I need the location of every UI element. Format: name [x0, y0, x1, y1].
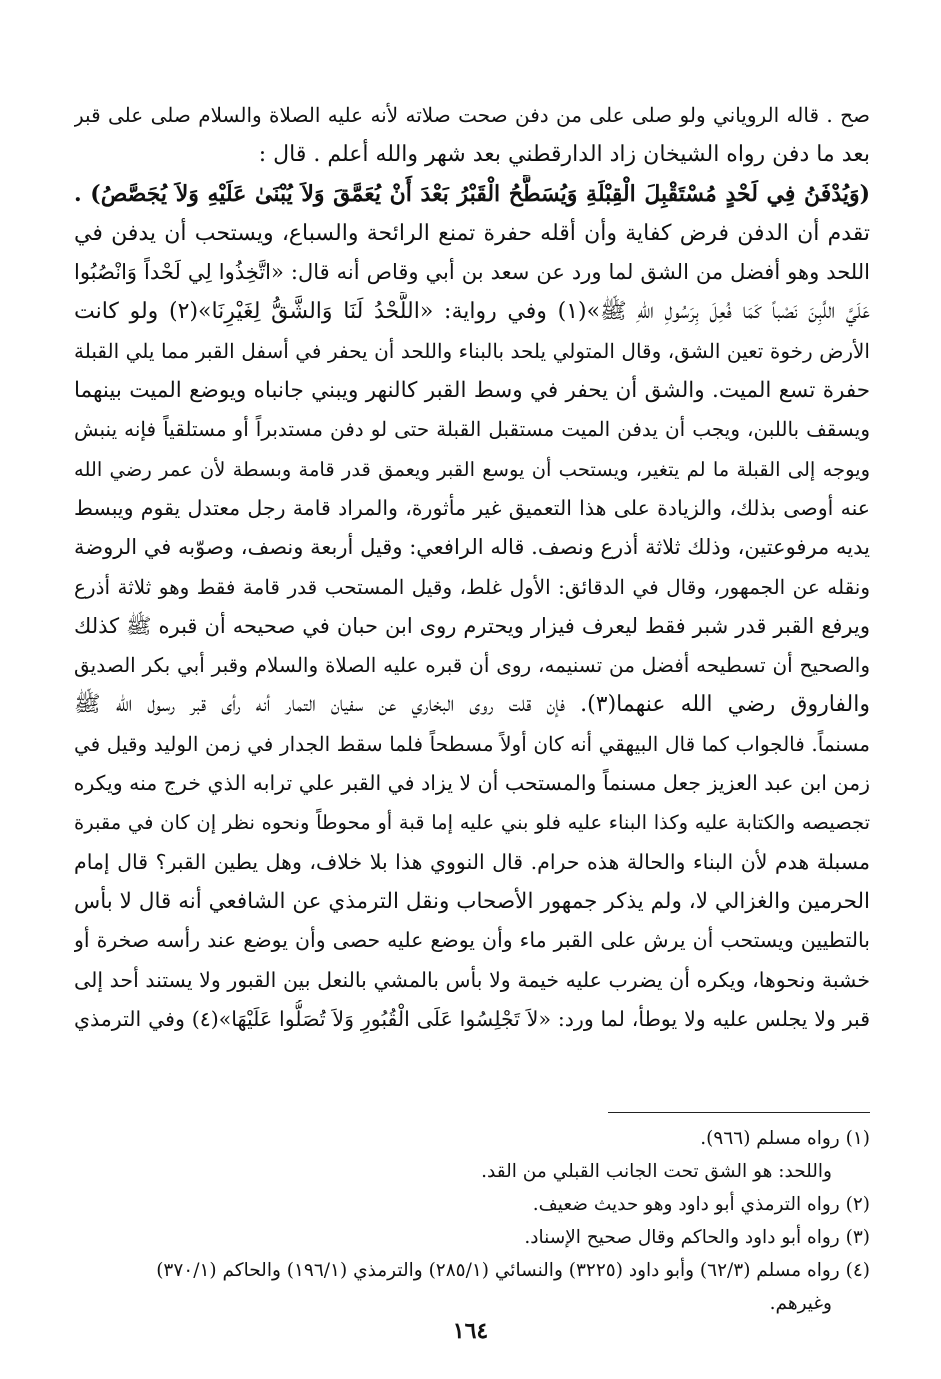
text-line: زمن ابن عبد العزيز جعل مسنماً والمستحب أن لا يزاد في القبر علي ترابه الذي خرج منه ويكره	[74, 771, 870, 796]
text-line: تقدم أن الدفن فرض كفاية وأن أقله حفرة تمنع الرائحة والسباع، ويستحب أن يدفن في	[74, 220, 870, 246]
text-line: والصحيح أن تسطيحه أفضل من تسنيمه، روى أن قبره عليه الصلاة والسلام وقبر أبي بكر الصديق	[74, 653, 870, 678]
text-line: خشبة ونحوها، ويكره أن يضرب عليه خيمة ولا بأس بالمشي بالنعل بين القبور ولا يستند أحد إلى	[74, 967, 870, 992]
text-line: والفاروق رضي الله عنهما(٣). فإن قلت روى البخاري عن سفيان التمار أنه رأى قبر رسول الله ﷺ	[74, 692, 870, 718]
footnote: (١) رواه مسلم (٩٦٦).	[700, 1128, 870, 1149]
text-line: ويسقف باللبن، ويجب أن يدفن الميت مستقبل القبلة حتى لو دفن مستدبراً أو مستلقياً فإنه ينبش	[74, 417, 870, 442]
text-line: بالتطيين ويستحب أن يرش على القبر ماء وأن يوضع عليه حصى وأن يوضع عند رأسه صخرة أو	[74, 928, 870, 953]
page-number: ١٦٤	[452, 1318, 489, 1344]
text-line: الحرمين والغزالي لا، ولم يذكر جمهور الأصحاب ونقل الترمذي عن الشافعي أنه قال لا بأس	[74, 888, 870, 914]
text-line: ويرفع القبر قدر شبر فقط ليعرف فيزار ويحترم روى ابن حبان في صحيحه أن قبره ﷺ كذلك	[74, 613, 870, 638]
footnote: (٣) رواه أبو داود والحاكم وقال صحيح الإسناد.	[524, 1227, 870, 1248]
text-line: عَلَيَّ اللَّبِنَ نَصْباً كَمَا فُعِلَ بِرَسُولِ اللهِ ﷺ»(١) وفي رواية: «اللَّحْدُ لَنَا وَالشَّقُّ لِغَيْرِنَا»(٢) ولو كانت	[74, 299, 870, 325]
text-line: تجصيصه والكتابة عليه وكذا البناء عليه فلو بني عليه إما قبة أو محوطاً ونحوه نظر إن كان في مقبرة	[74, 811, 870, 835]
main-text	[74, 96, 870, 1039]
text-line: صح . قاله الروياني ولو صلى على من دفن صحت صلاته لأنه عليه الصلاة والسلام صلى على قبر	[74, 103, 870, 127]
text-line: ويوجه إلى القبلة ما لم يتغير، ويستحب أن يوسع القبر ويعمق قدر قامة وبسطة لأن عمر رضي الله	[74, 457, 870, 481]
text-line: اللحد وهو أفضل من الشق لما ورد عن سعد بن أبي وقاص أنه قال: «اتَّخِذُوا لِي لَحْداً وَانْصُبُوا	[74, 260, 870, 285]
text-line: قبر ولا يجلس عليه ولا يوطأ، لما ورد: «لاَ تَجْلِسُوا عَلَى الْقُبُورِ وَلاَ تُصَلُّوا عَلَيْهَا»(٤) وفي الترمذي	[74, 1006, 870, 1031]
text-line: عنه أوصى بذلك، والزيادة على هذا التعميق غير مأثورة، والمراد قامة رجل معتدل يقوم ويبسط	[74, 495, 870, 520]
footnote: (٤) رواه مسلم (٦٢/٣) وأبو داود (٣٢٢٥) والنسائي (٢٨٥/١) والترمذي (١٩٦/١) والحاكم (٣٧٠/١)	[156, 1260, 870, 1281]
matn-quote-line: (وَيُدْفَنُ فِي لَحْدٍ مُسْتَقْبِلَ الْقِبْلَةِ وَيُسَطَّحُ الْقَبْرُ بَعْدَ أَنْ يُعَمَّقَ وَلاَ يُبْنَىٰ عَلَيْهِ وَلاَ يُجَصَّصُ) .	[74, 180, 870, 207]
text-line: مسبلة هدم لأن البناء والحالة هذه حرام. قال النووي هذا بلا خلاف، وهل يطين القبر؟ قال إمام	[74, 849, 870, 874]
text-line: ونقله عن الجمهور، وقال في الدقائق: الأول غلط، وقيل المستحب قدر قامة فقط وهو ثلاثة أذرع	[74, 574, 870, 599]
text-line: يديه مرفوعتين، وذلك ثلاثة أذرع ونصف. قاله الرافعي: وقيل أربعة ونصف، وصوّبه في الروضة	[74, 535, 870, 560]
footnote: (٢) رواه الترمذي أبو داود وهو حديث ضعيف.	[532, 1194, 870, 1215]
footnotes	[74, 1122, 870, 1320]
text-line: مسنماً. فالجواب كما قال البيهقي أنه كان أولاً مسطحاً فلما سقط الجدار في زمن الوليد وقيل في	[74, 731, 870, 756]
text-line: الأرض رخوة تعين الشق، وقال المتولي يلحد بالبناء واللحد أن يحفر في أسفل القبر مما يلي القبلة	[74, 338, 870, 363]
text-line: بعد ما دفن رواه الشيخان زاد الدارقطني بعد شهر والله أعلم . قال :	[258, 142, 870, 168]
footnote-continuation: وغيرهم.	[769, 1293, 832, 1314]
footnote-continuation: واللحد: هو الشق تحت الجانب القبلي من القد.	[481, 1161, 832, 1182]
footnote-separator	[608, 1112, 870, 1113]
text-line: حفرة تسع الميت. والشق أن يحفر في وسط القبر كالنهر ويبني جانباه ويوضع الميت بينهما	[74, 378, 870, 404]
